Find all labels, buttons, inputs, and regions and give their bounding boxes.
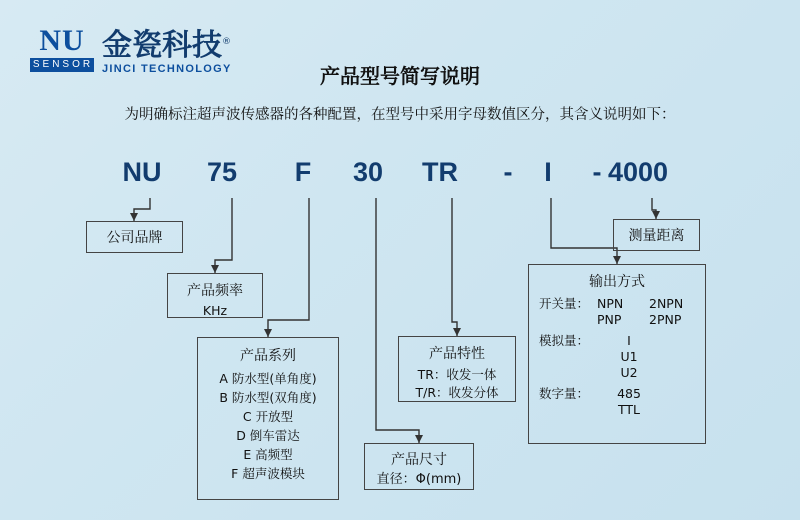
code-segment-brand: NU — [122, 157, 162, 187]
output-value: I — [627, 333, 631, 348]
callout-series-item: D 倒车雷达 — [236, 428, 300, 443]
callout-feature-item: T/R：收发分体 — [415, 385, 499, 400]
output-group-switch-values — [597, 296, 697, 328]
code-separator-1: - — [503, 157, 513, 187]
callout-feature-title: 产品特性 — [429, 346, 485, 362]
callout-series-title: 产品系列 — [240, 348, 296, 364]
page-subtitle: 为明确标注超声波传感器的各种配置，在型号中采用字母数值区分，其含义说明如下： — [124, 107, 676, 123]
callout-series-item: C 开放型 — [242, 409, 294, 424]
output-value: U2 — [620, 365, 638, 380]
output-group-digital — [529, 386, 705, 423]
page-title: 产品型号简写说明 — [320, 64, 480, 88]
callout-series-item: E 高频型 — [243, 447, 293, 462]
code-segment-distance: 4000 — [607, 157, 669, 187]
output-group-digital-values — [597, 386, 697, 418]
code-segment-frequency: 75 — [206, 157, 238, 187]
output-value: NPN — [597, 296, 624, 311]
output-value: PNP — [597, 312, 622, 327]
output-value: 2NPN — [649, 296, 684, 311]
callout-frequency-unit: KHz — [202, 303, 228, 318]
output-value: U1 — [620, 349, 638, 364]
logo-company-cn — [102, 26, 232, 62]
output-value: 485 — [617, 386, 641, 401]
output-group-switch-label: 开关量： — [539, 296, 590, 311]
callout-size-line: 直径：Φ(mm) — [376, 472, 462, 487]
output-value-row — [597, 296, 697, 312]
callout-series-item: A 防水型(单角度) — [219, 371, 317, 386]
callout-series — [197, 337, 339, 500]
code-segment-series: F — [294, 157, 312, 187]
output-group-analog-values — [597, 333, 697, 381]
registered-icon: ® — [222, 37, 231, 47]
callout-brand-title: 公司品牌 — [106, 230, 163, 246]
logo-mark-text: NU — [39, 24, 85, 57]
callout-size — [364, 443, 474, 490]
code-segment-feature: TR — [422, 157, 458, 187]
model-code-row — [0, 155, 800, 193]
code-segment-output: I — [544, 157, 552, 187]
callout-series-item: B 防水型(双角度) — [219, 390, 317, 405]
output-group-digital-label: 数字量： — [539, 386, 590, 401]
output-value-row — [597, 312, 697, 328]
logo-company-cn-text: 金瓷科技 — [102, 28, 222, 63]
output-group-switch — [529, 296, 705, 333]
callout-feature-item: TR：收发一体 — [417, 367, 497, 382]
logo-sensor-text: SENSOR — [30, 58, 94, 72]
callout-output-title: 输出方式 — [589, 274, 645, 290]
callout-feature — [398, 336, 516, 402]
callout-distance — [613, 219, 700, 251]
callout-frequency — [167, 273, 263, 318]
output-group-analog-label: 模拟量： — [539, 333, 590, 348]
output-value: 2PNP — [649, 312, 682, 327]
output-group-analog — [529, 333, 705, 386]
callout-frequency-title: 产品频率 — [187, 283, 243, 299]
output-value: TTL — [617, 402, 640, 417]
callout-brand — [86, 221, 183, 253]
callout-series-item: F 超声波模块 — [231, 466, 305, 481]
callout-size-title: 产品尺寸 — [391, 452, 447, 468]
callout-distance-title: 测量距离 — [628, 228, 685, 244]
code-segment-size: 30 — [352, 157, 384, 187]
code-separator-2: - — [592, 157, 602, 187]
callout-output — [528, 264, 706, 444]
logo-company-en: JINCI TECHNOLOGY — [102, 63, 232, 75]
